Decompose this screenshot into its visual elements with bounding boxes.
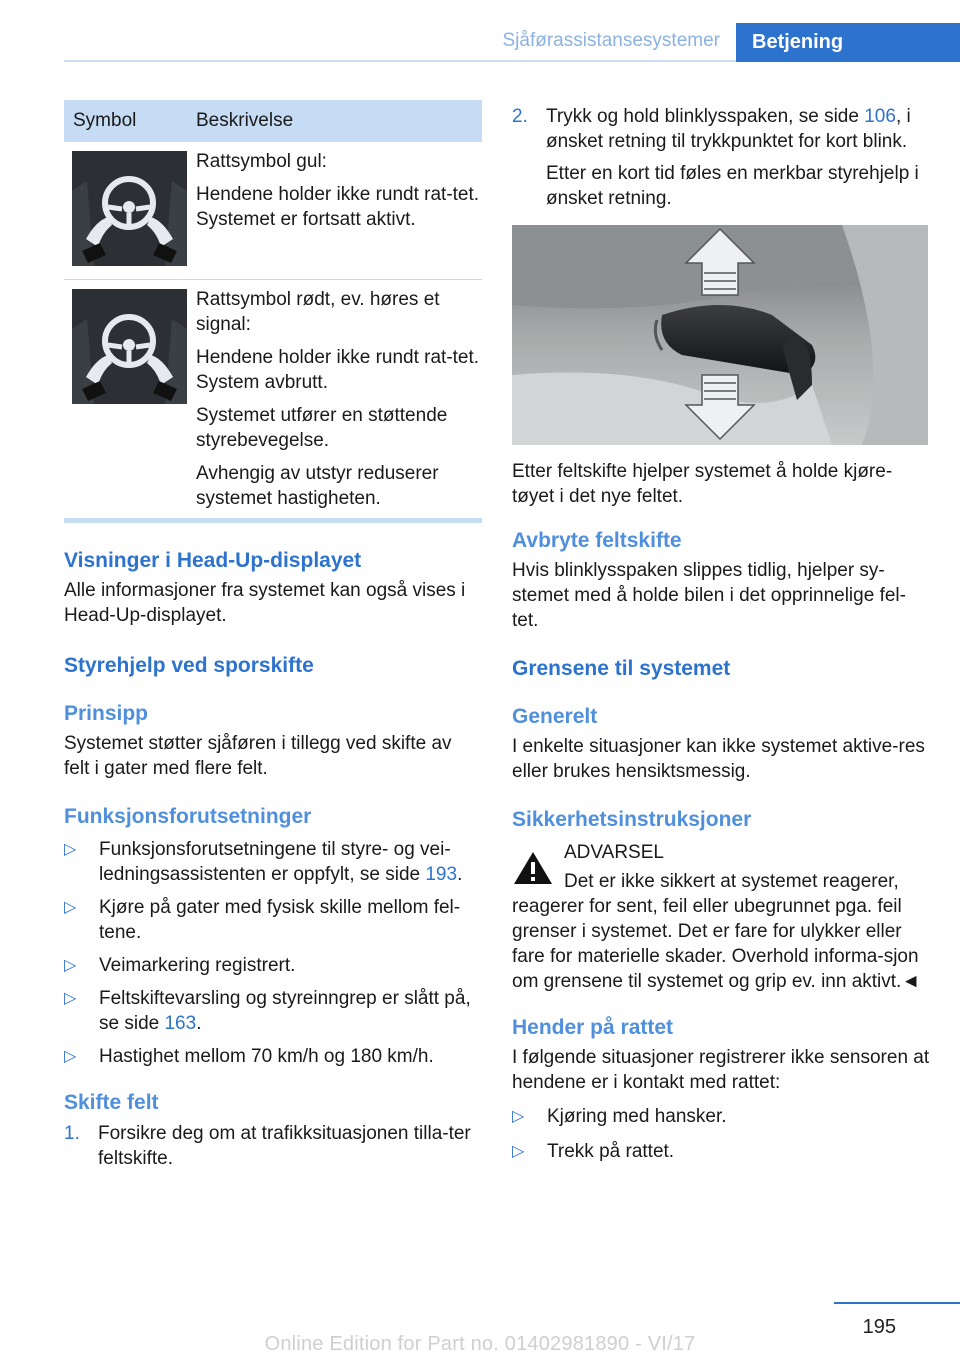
steering-wheel-yellow-icon	[72, 151, 187, 266]
turn-signal-lever-photo	[512, 225, 928, 445]
header-section-title: Sjåførassistansesystemer	[502, 30, 720, 51]
hands-list	[512, 1104, 930, 1164]
row2-line4: Avhengig av utstyr reduserer systemet hastigheten.	[196, 463, 439, 509]
table-row	[64, 280, 482, 518]
footer-rule	[834, 1302, 960, 1304]
table-bottom-rule	[64, 518, 482, 523]
row2-line2: Hendene holder ikke rundt rat-tet. System avbrutt.	[196, 347, 480, 393]
warning-label: ADVARSEL	[564, 842, 664, 863]
warning-box	[512, 840, 930, 994]
right-column	[512, 104, 930, 1172]
steering-wheel-red-icon	[72, 289, 187, 404]
table-header-symbol: Symbol	[73, 110, 137, 131]
limits-heading: Grensene til systemet	[512, 657, 731, 680]
cancel-heading: Avbryte feltskifte	[512, 529, 682, 552]
table-header	[64, 100, 482, 142]
table-row	[64, 142, 482, 280]
steps-list	[64, 1121, 482, 1171]
hud-heading: Visninger i Head-Up-displayet	[64, 549, 362, 572]
after-change-text: Etter feltskifte hjelper systemet å holde kjøre-tøyet i det nye feltet.	[512, 461, 893, 507]
list-item: ▷ Trekk på rattet.	[512, 1141, 675, 1162]
list-item: 1. Forsikre deg om at trafikksituasjonen tilla-ter feltskifte.	[64, 1123, 471, 1169]
page-link[interactable]: 106	[864, 106, 896, 127]
lane-assist-heading: Styrehjelp ved sporskifte	[64, 654, 314, 677]
requirements-list	[64, 837, 482, 1069]
triangle-bullet-icon: ▷	[64, 899, 77, 916]
left-column	[64, 100, 482, 1171]
principle-text: Systemet støtter sjåføren i tillegg ved skifte av felt i gater med flere felt.	[64, 733, 452, 779]
triangle-bullet-icon: ▷	[64, 957, 77, 974]
page-link[interactable]: 193	[425, 864, 458, 885]
list-item: ▷ Feltskiftevarsling og styreinngrep er slått på, se side 163.	[64, 988, 471, 1034]
row1-line1: Rattsymbol gul:	[196, 151, 327, 172]
safety-heading: Sikkerhetsinstruksjoner	[512, 808, 752, 831]
hands-text: I følgende situasjoner registrerer ikke sensoren at hendene er i kontakt med rattet:	[512, 1047, 930, 1093]
hands-heading: Hender på rattet	[512, 1016, 674, 1039]
list-item: ▷ Kjøre på gater med fysisk skille mellom fel-tene.	[64, 897, 461, 943]
header-chapter-tab: Betjening	[736, 23, 960, 62]
change-lane-heading: Skifte felt	[64, 1091, 159, 1114]
general-text: I enkelte situasjoner kan ikke systemet aktive-res eller brukes hensiktsmessig.	[512, 736, 925, 782]
edition-watermark: Online Edition for Part no. 01402981890 - VI/17	[264, 1333, 696, 1355]
triangle-bullet-icon: ▷	[64, 841, 77, 858]
hud-text: Alle informasjoner fra systemet kan også vises i Head-Up-displayet.	[64, 580, 466, 626]
page-number: 195	[862, 1316, 896, 1338]
row2-line3: Systemet utfører en støttende styrebevegelse.	[196, 405, 448, 451]
symbol-table	[64, 100, 482, 523]
row2-line1: Rattsymbol rødt, ev. høres et signal:	[196, 289, 440, 335]
cancel-text: Hvis blinklysspaken slippes tidlig, hjelper sy-stemet med å holde bilen i det opprinnelige fel-tet.	[512, 560, 906, 631]
general-heading: Generelt	[512, 705, 598, 728]
principle-heading: Prinsipp	[64, 702, 149, 725]
row1-line2: Hendene holder ikke rundt rat-tet. Systemet er fortsatt aktivt.	[196, 184, 480, 230]
list-item: ▷ Kjøring med hansker.	[512, 1106, 727, 1127]
triangle-bullet-icon: ▷	[64, 990, 77, 1007]
page-link[interactable]: 163	[164, 1013, 197, 1034]
list-item: ▷ Hastighet mellom 70 km/h og 180 km/h.	[64, 1046, 434, 1067]
list-item: ▷ Veimarkering registrert.	[64, 955, 296, 976]
triangle-bullet-icon: ▷	[512, 1143, 525, 1160]
list-item: ▷ Funksjonsforutsetningene til styre- og vei-ledningsassistenten er oppfylt, se side 193.	[64, 839, 463, 885]
triangle-bullet-icon: ▷	[512, 1108, 525, 1125]
steps-list-continued	[512, 104, 930, 211]
warning-text: Det er ikke sikkert at systemet reagerer, reagerer for sent, feil eller ubegrunnet pga. feil grenser i systemet. Det er fare for ulykker eller fare for materielle skader. Overhold informa-sjon om grensene til systemet og grip ev. inn aktivt.◄	[512, 871, 921, 992]
table-header-description: Beskrivelse	[196, 110, 294, 131]
list-item: 2. Trykk og hold blinklysspaken, se side 106, i ønsket retning til trykkpunktet for kort blink. Etter en kort tid føles en merkbar styrehjelp i ønsket retning.	[512, 106, 919, 209]
warning-triangle-icon	[512, 850, 554, 886]
triangle-bullet-icon: ▷	[64, 1048, 77, 1065]
requirements-heading: Funksjonsforutsetninger	[64, 805, 312, 828]
